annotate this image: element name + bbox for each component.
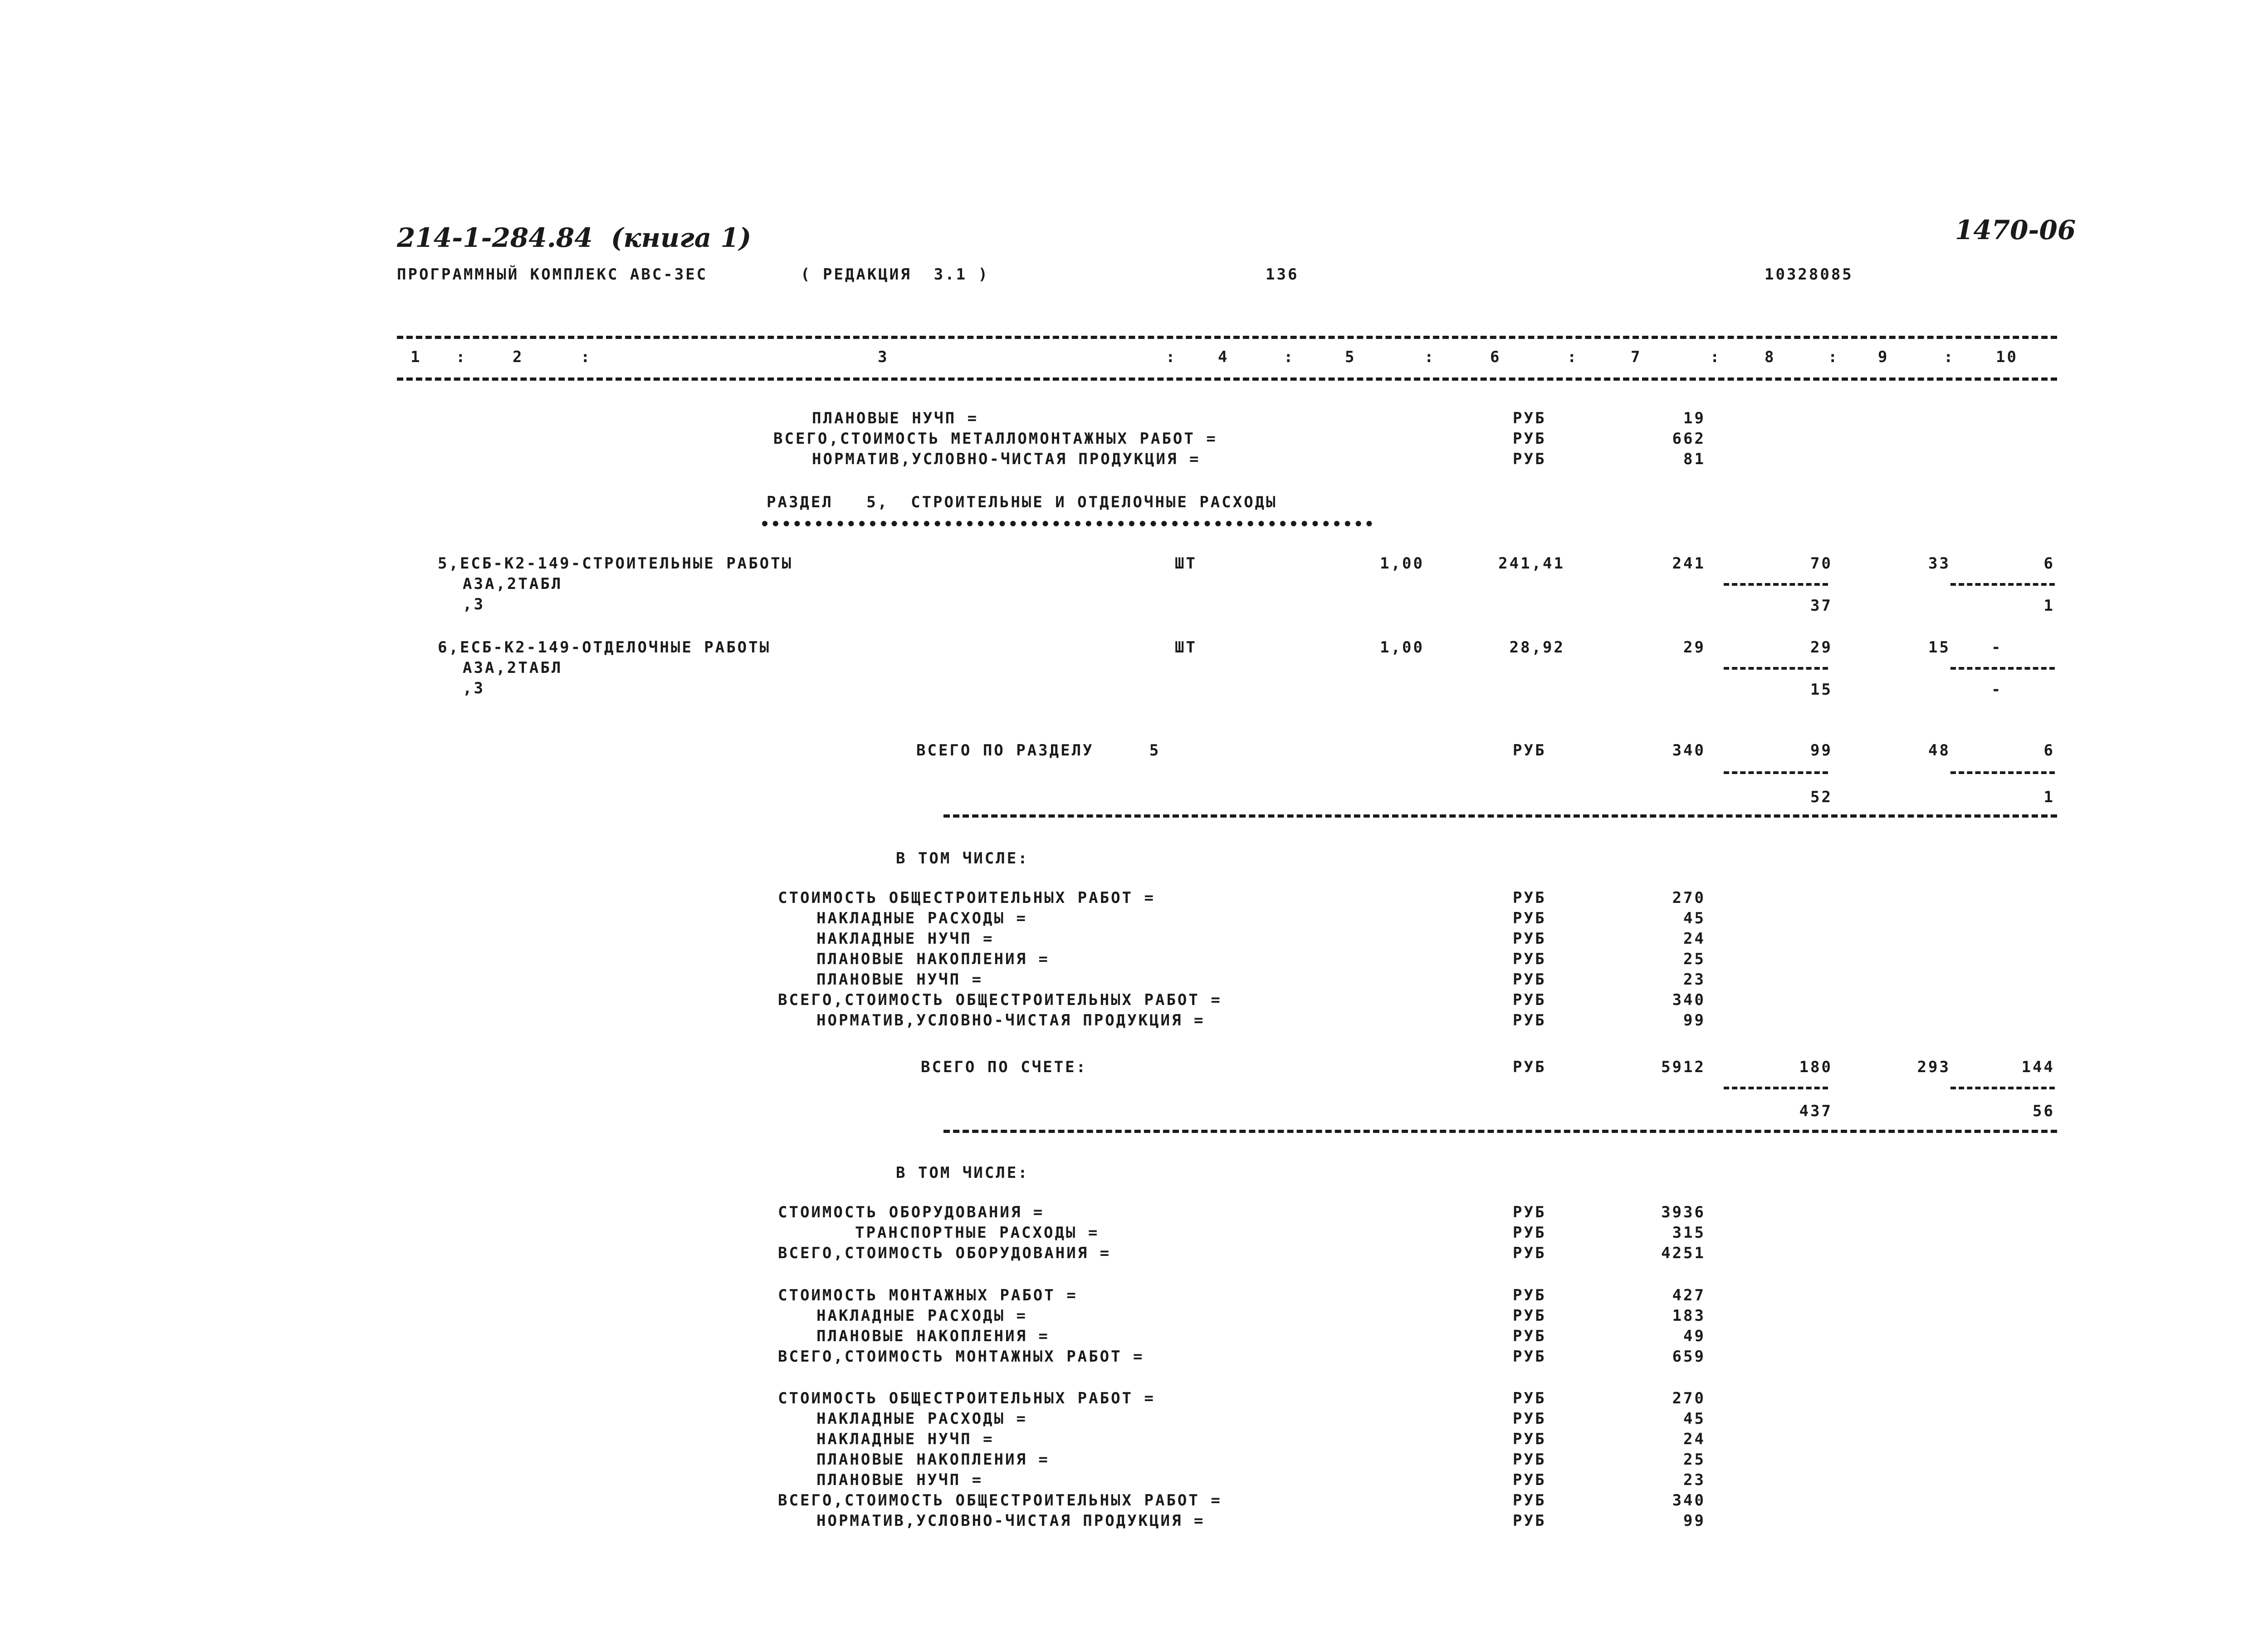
- section-total-col9: 48: [1928, 741, 1950, 760]
- header-rule-top: [397, 336, 2057, 339]
- page-number: 136: [1266, 265, 1299, 284]
- grand-total-label: ВСЕГО ПО СЧЕТЕ:: [921, 1058, 1088, 1076]
- item-unit: ШТ: [1175, 554, 1197, 573]
- breakdown-unit: РУБ: [1513, 950, 1546, 968]
- item-qty: 1,00: [1380, 554, 1424, 573]
- breakdown-value: 427: [1672, 1286, 1706, 1304]
- breakdown-value: 49: [1683, 1327, 1706, 1345]
- breakdown-value: 270: [1672, 889, 1706, 907]
- section-total-rule: [943, 814, 2057, 818]
- breakdown-unit: РУБ: [1513, 1244, 1546, 1262]
- breakdown-value: 25: [1683, 950, 1706, 968]
- breakdown-unit: РУБ: [1513, 1512, 1546, 1530]
- col-4: 4: [1218, 348, 1229, 366]
- section-total-col10: 6: [2043, 741, 2055, 760]
- col-2: 2: [513, 348, 524, 366]
- breakdown-label: ПЛАНОВЫЕ НУЧП =: [816, 970, 983, 989]
- col-sep: :: [1166, 348, 1177, 366]
- item-col8: 70: [1810, 554, 1833, 573]
- edition: ( РЕДАКЦИЯ 3.1 ): [801, 265, 989, 284]
- breakdown-unit: РУБ: [1513, 1203, 1546, 1221]
- breakdown-unit: РУБ: [1513, 889, 1546, 907]
- line-unit: РУБ: [1513, 450, 1546, 468]
- grand-total-col8: 180: [1799, 1058, 1833, 1076]
- section-total-col8-sub: 52: [1810, 788, 1833, 806]
- item-ref-2: ,3: [463, 679, 485, 697]
- breakdown-unit: РУБ: [1513, 1430, 1546, 1448]
- item-col9: 33: [1928, 554, 1950, 573]
- breakdown-unit: РУБ: [1513, 991, 1546, 1009]
- handwritten-doc-number: 214-1-284.84 (книга 1): [397, 222, 752, 253]
- section-title: РАЗДЕЛ 5, СТРОИТЕЛЬНЫЕ И ОТДЕЛОЧНЫЕ РАСХОДЫ: [767, 493, 1277, 511]
- line-value: 19: [1683, 409, 1706, 427]
- breakdown-unit: РУБ: [1513, 1389, 1546, 1407]
- col-10: 10: [1996, 348, 2018, 366]
- breakdown-label: СТОИМОСТЬ ОБЩЕСТРОИТЕЛЬНЫХ РАБОТ =: [778, 889, 1155, 907]
- col-sep: :: [1424, 348, 1436, 366]
- breakdown-value: 315: [1672, 1224, 1706, 1242]
- incl-label-2: В ТОМ ЧИСЛЕ:: [896, 1164, 1029, 1182]
- breakdown-label: ВСЕГО,СТОИМОСТЬ ОБЩЕСТРОИТЕЛЬНЫХ РАБОТ =: [778, 991, 1222, 1009]
- item-col10-sub: 1: [2043, 597, 2055, 615]
- item-ref: АЗА,2ТАБЛ: [463, 575, 563, 593]
- breakdown-unit: РУБ: [1513, 1327, 1546, 1345]
- col-5: 5: [1345, 348, 1356, 366]
- breakdown-label: ВСЕГО,СТОИМОСТЬ ОБОРУДОВАНИЯ =: [778, 1244, 1111, 1262]
- line-unit: РУБ: [1513, 430, 1546, 448]
- breakdown-value: 659: [1672, 1348, 1706, 1366]
- section-total-col10-rule: [1950, 771, 2055, 774]
- breakdown-value: 99: [1683, 1011, 1706, 1029]
- item-col10-rule: [1950, 667, 2055, 670]
- breakdown-unit: РУБ: [1513, 909, 1546, 927]
- item-qty: 1,00: [1380, 638, 1424, 657]
- item-col8-sub: 37: [1810, 597, 1833, 615]
- breakdown-unit: РУБ: [1513, 1410, 1546, 1428]
- breakdown-value: 24: [1683, 1430, 1706, 1448]
- col-sep: :: [1710, 348, 1721, 366]
- col-9: 9: [1878, 348, 1889, 366]
- breakdown-label: ПЛАНОВЫЕ НАКОПЛЕНИЯ =: [816, 950, 1050, 968]
- breakdown-value: 3936: [1661, 1203, 1706, 1221]
- col-sep: :: [581, 348, 592, 366]
- breakdown-label: СТОИМОСТЬ ОБОРУДОВАНИЯ =: [778, 1203, 1045, 1221]
- line-unit: РУБ: [1513, 409, 1546, 427]
- item-unit: ШТ: [1175, 638, 1197, 657]
- breakdown-label: НОРМАТИВ,УСЛОВНО-ЧИСТАЯ ПРОДУКЦИЯ =: [816, 1011, 1205, 1029]
- header-rule-bottom: [397, 377, 2057, 381]
- col-sep: :: [1828, 348, 1839, 366]
- breakdown-value: 99: [1683, 1512, 1706, 1530]
- item-col8-sub: 15: [1810, 681, 1833, 699]
- col-sep: :: [1284, 348, 1295, 366]
- breakdown-label: ПЛАНОВЫЕ НАКОПЛЕНИЯ =: [816, 1327, 1050, 1345]
- breakdown-unit: РУБ: [1513, 1286, 1546, 1304]
- item-col10-rule: [1950, 583, 2055, 586]
- col-8: 8: [1765, 348, 1776, 366]
- breakdown-unit: РУБ: [1513, 1451, 1546, 1469]
- section-total-value: 340: [1672, 741, 1706, 760]
- breakdown-label: НАКЛАДНЫЕ НУЧП =: [816, 1430, 994, 1448]
- breakdown-value: 4251: [1661, 1244, 1706, 1262]
- item-col9: 15: [1928, 638, 1950, 657]
- breakdown-unit: РУБ: [1513, 1307, 1546, 1325]
- breakdown-unit: РУБ: [1513, 1348, 1546, 1366]
- breakdown-label: НАКЛАДНЫЕ РАСХОДЫ =: [816, 1410, 1027, 1428]
- grand-total-value: 5912: [1661, 1058, 1706, 1076]
- breakdown-unit: РУБ: [1513, 1491, 1546, 1510]
- section-total-label: ВСЕГО ПО РАЗДЕЛУ 5: [916, 741, 1161, 760]
- breakdown-value: 23: [1683, 1471, 1706, 1489]
- breakdown-value: 24: [1683, 930, 1706, 948]
- breakdown-unit: РУБ: [1513, 1471, 1546, 1489]
- breakdown-unit: РУБ: [1513, 1224, 1546, 1242]
- section-total-col10-sub: 1: [2043, 788, 2055, 806]
- item-col8: 29: [1810, 638, 1833, 657]
- breakdown-value: 23: [1683, 970, 1706, 989]
- breakdown-value: 45: [1683, 909, 1706, 927]
- breakdown-label: СТОИМОСТЬ МОНТАЖНЫХ РАБОТ =: [778, 1286, 1078, 1304]
- document-code: 10328085: [1765, 265, 1853, 284]
- breakdown-label: ПЛАНОВЫЕ НУЧП =: [816, 1471, 983, 1489]
- col-sep: :: [1944, 348, 1955, 366]
- breakdown-label: ПЛАНОВЫЕ НАКОПЛЕНИЯ =: [816, 1451, 1050, 1469]
- breakdown-value: 45: [1683, 1410, 1706, 1428]
- breakdown-label: ТРАНСПОРТНЫЕ РАСХОДЫ =: [855, 1224, 1100, 1242]
- breakdown-value: 25: [1683, 1451, 1706, 1469]
- col-sep: :: [1567, 348, 1579, 366]
- col-sep: :: [456, 348, 467, 366]
- line-value: 662: [1672, 430, 1706, 448]
- breakdown-unit: РУБ: [1513, 1011, 1546, 1029]
- breakdown-label: ВСЕГО,СТОИМОСТЬ МОНТАЖНЫХ РАБОТ =: [778, 1348, 1144, 1366]
- grand-total-col10: 144: [2021, 1058, 2055, 1076]
- item-code: 6,ЕСБ-К2-149-ОТДЕЛОЧНЫЕ РАБОТЫ: [438, 638, 771, 657]
- line-label: ПЛАНОВЫЕ НУЧП =: [812, 409, 979, 427]
- grand-total-col8-sub: 437: [1799, 1102, 1833, 1120]
- section-total-unit: РУБ: [1513, 741, 1546, 760]
- breakdown-value: 340: [1672, 1491, 1706, 1510]
- breakdown-unit: РУБ: [1513, 930, 1546, 948]
- breakdown-label: НАКЛАДНЫЕ НУЧП =: [816, 930, 994, 948]
- item-col10: 6: [2043, 554, 2055, 573]
- item-ref: АЗА,2ТАБЛ: [463, 659, 563, 677]
- item-code: 5,ЕСБ-К2-149-СТРОИТЕЛЬНЫЕ РАБОТЫ: [438, 554, 793, 573]
- incl-label: В ТОМ ЧИСЛЕ:: [896, 849, 1029, 868]
- grand-total-col10-sub: 56: [2033, 1102, 2055, 1120]
- breakdown-label: СТОИМОСТЬ ОБЩЕСТРОИТЕЛЬНЫХ РАБОТ =: [778, 1389, 1155, 1407]
- item-price: 241,41: [1498, 554, 1565, 573]
- line-value: 81: [1683, 450, 1706, 468]
- program-name: ПРОГРАММНЫЙ КОМПЛЕКС АВС-3ЕС: [397, 265, 708, 284]
- col-6: 6: [1490, 348, 1501, 366]
- col-1: 1: [411, 348, 422, 366]
- grand-total-col8-rule: [1724, 1087, 1828, 1089]
- item-ref-2: ,3: [463, 595, 485, 613]
- grand-total-unit: РУБ: [1513, 1058, 1546, 1076]
- item-col8-rule: [1724, 667, 1828, 670]
- breakdown-label: НОРМАТИВ,УСЛОВНО-ЧИСТАЯ ПРОДУКЦИЯ =: [816, 1512, 1205, 1530]
- section-total-col8: 99: [1810, 741, 1833, 760]
- item-price: 28,92: [1509, 638, 1565, 657]
- col-7: 7: [1631, 348, 1642, 366]
- item-col10: -: [1991, 638, 2003, 657]
- grand-total-col9: 293: [1917, 1058, 1950, 1076]
- breakdown-value: 270: [1672, 1389, 1706, 1407]
- breakdown-value: 340: [1672, 991, 1706, 1009]
- item-total: 241: [1672, 554, 1706, 573]
- grand-total-rule: [943, 1130, 2057, 1133]
- line-label: НОРМАТИВ,УСЛОВНО-ЧИСТАЯ ПРОДУКЦИЯ =: [812, 450, 1201, 468]
- grand-total-col10-rule: [1950, 1087, 2055, 1089]
- item-col10-sub: -: [1991, 681, 2003, 699]
- section-title-underline: [762, 521, 1372, 526]
- item-total: 29: [1683, 638, 1706, 657]
- breakdown-label: НАКЛАДНЫЕ РАСХОДЫ =: [816, 909, 1027, 927]
- col-3: 3: [878, 348, 889, 366]
- breakdown-label: ВСЕГО,СТОИМОСТЬ ОБЩЕСТРОИТЕЛЬНЫХ РАБОТ =: [778, 1491, 1222, 1510]
- line-label: ВСЕГО,СТОИМОСТЬ МЕТАЛЛОМОНТАЖНЫХ РАБОТ =: [773, 430, 1217, 448]
- breakdown-value: 183: [1672, 1307, 1706, 1325]
- breakdown-unit: РУБ: [1513, 970, 1546, 989]
- item-col8-rule: [1724, 583, 1828, 586]
- section-total-col8-rule: [1724, 771, 1828, 774]
- handwritten-sheet-number: 1470-06: [1955, 215, 2076, 245]
- breakdown-label: НАКЛАДНЫЕ РАСХОДЫ =: [816, 1307, 1027, 1325]
